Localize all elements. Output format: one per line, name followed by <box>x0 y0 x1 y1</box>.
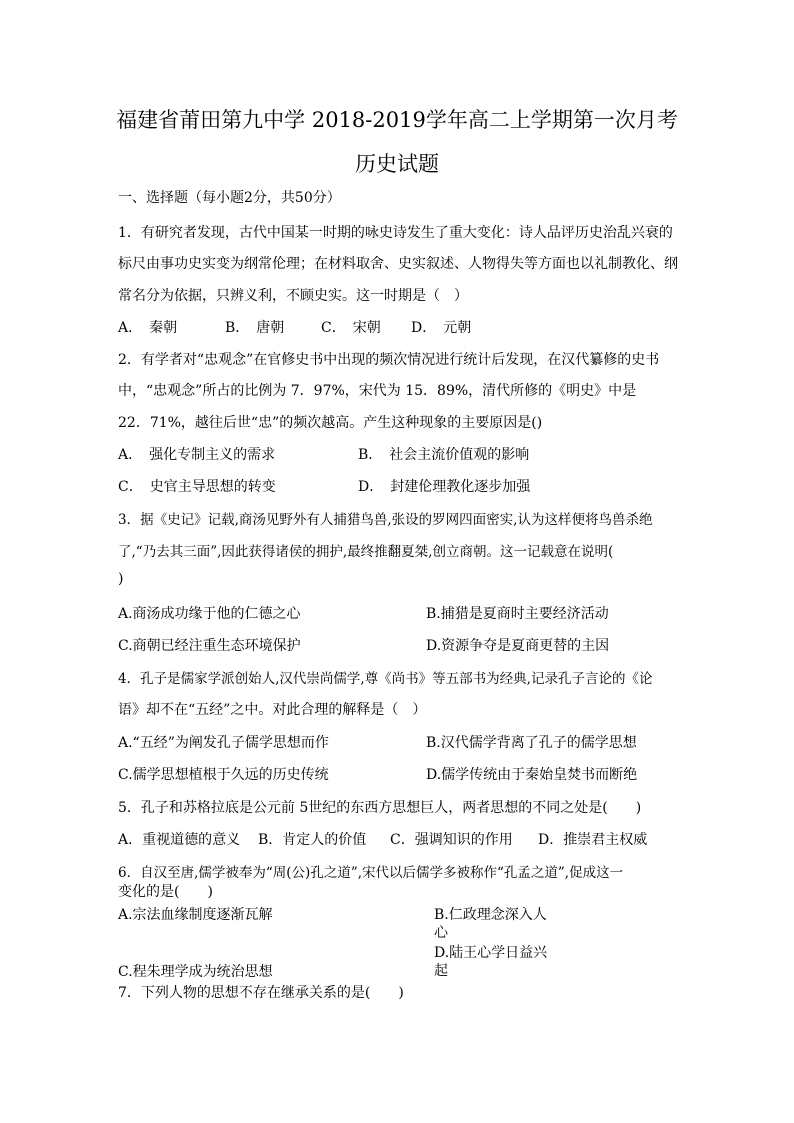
section-heading: 一、选择题（每小题2分，共50分） <box>118 190 341 206</box>
q1-option-d: D． 元朝 <box>411 320 472 336</box>
q2-stem-line2: 中，“忠观念”所占的比例为 7．97%，宋代为 15．89%，清代所修的《明史》中是 <box>118 383 637 399</box>
q3-option-c: C.商朝已经注重生态环境保护 <box>118 638 301 654</box>
exam-subtitle: 历史试题 <box>355 152 439 176</box>
q3-option-a: A.商汤成功缘于他的仁德之心 <box>118 606 301 622</box>
q1-option-b: B． 唐朝 <box>225 320 285 336</box>
q6-option-c: C.程朱理学成为统治思想 <box>118 964 273 980</box>
q6-option-d-line1: D.陆王心学日益兴 <box>434 945 548 961</box>
q2-stem-line1: 2．有学者对“忠观念”在官修史书中出现的频次情况进行统计后发现，在汉代纂修的史书 <box>118 352 660 368</box>
q2-option-b: B． 社会主流价值观的影响 <box>358 447 530 463</box>
q4-option-a: A.“五经”为阐发孔子儒学思想而作 <box>118 735 329 751</box>
exam-title: 福建省莆田第九中学 2018-2019学年高二上学期第一次月考 <box>116 108 678 132</box>
q3-stem-line2: 了,“乃去其三面”,因此获得诸侯的拥护,最终推翻夏桀,创立商朝。这一记载意在说明( <box>118 544 614 560</box>
q5-option-a: A．重视道德的意义 <box>118 832 241 848</box>
q4-stem-line2: 语》却不在“五经”之中。对此合理的解释是（ ） <box>118 702 427 718</box>
q5-option-c: C．强调知识的作用 <box>390 832 513 848</box>
q5-option-d: D．推崇君主权威 <box>538 832 648 848</box>
q4-stem-line1: 4．孔子是儒家学派创始人,汉代崇尚儒学,尊《尚书》等五部书为经典,记录孔子言论的《论 <box>118 671 653 687</box>
q2-option-a: A． 强化专制主义的需求 <box>118 447 276 463</box>
q3-stem-line3: ) <box>118 571 124 587</box>
q3-option-b: B.捕猎是夏商时主要经济活动 <box>426 606 609 622</box>
q1-option-c: C． 宋朝 <box>321 320 381 336</box>
q1-option-a: A． 秦朝 <box>118 320 178 336</box>
q6-option-b-line1: B.仁政理念深入人 <box>434 907 547 923</box>
q6-option-d-line2: 起 <box>434 963 448 979</box>
q2-stem-line3: 22．71%，越往后世“忠”的频次越高。产生这种现象的主要原因是() <box>118 415 543 431</box>
q2-option-d: D． 封建伦理教化逐步加强 <box>358 479 531 495</box>
q5-stem: 5．孔子和苏格拉底是公元前 5世纪的东西方思想巨人，两者思想的不同之处是( ) <box>118 800 642 816</box>
q4-option-d: D.儒学传统由于秦始皇焚书而断绝 <box>426 767 638 783</box>
q1-stem-line2: 标尺由事功史实变为纲常伦理；在材料取舍、史实叙述、人物得失等方面也以礼制教化、纲 <box>118 256 678 272</box>
q1-stem-line3: 常名分为依据，只辨义利，不顾史实。这一时期是（ ） <box>118 288 468 304</box>
q2-option-c: C． 史官主导思想的转变 <box>118 479 276 495</box>
q5-option-b: B．肯定人的价值 <box>258 832 367 848</box>
q4-option-c: C.儒学思想植根于久远的历史传统 <box>118 767 329 783</box>
q6-option-a: A.宗法血缘制度逐渐瓦解 <box>118 907 273 923</box>
q6-option-b-line2: 心 <box>434 925 448 941</box>
q7-stem: 7．下列人物的思想不存在继承关系的是( ) <box>118 985 404 1001</box>
q1-stem-line1: 1．有研究者发现，古代中国某一时期的咏史诗发生了重大变化：诗人品评历史治乱兴衰的 <box>118 225 673 241</box>
q3-stem-line1: 3．据《史记》记载,商汤见野外有人捕猎鸟兽,张设的罗网四面密实,认为这样便将鸟兽杀绝 <box>118 512 653 528</box>
q3-option-d: D.资源争夺是夏商更替的主因 <box>426 638 610 654</box>
q6-stem-line2: 变化的是( ) <box>118 884 213 900</box>
q4-option-b: B.汉代儒学背离了孔子的儒学思想 <box>426 735 637 751</box>
q6-stem-line1: 6．自汉至唐,儒学被奉为“周(公)孔之道”,宋代以后儒学多被称作“孔孟之道”,促成这一 <box>118 865 624 881</box>
